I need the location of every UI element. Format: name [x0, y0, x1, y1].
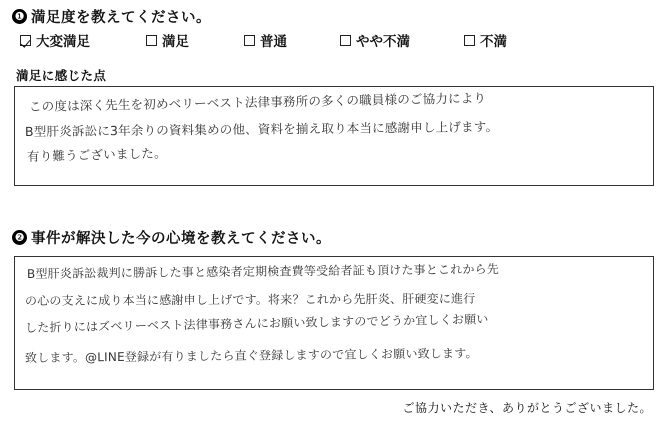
option-neutral[interactable] — [244, 30, 287, 50]
option-label: 不満 — [480, 34, 507, 49]
question-2-handwriting — [15, 257, 653, 389]
satisfaction-reason-subheading: 満足に感じた点 — [16, 69, 107, 83]
handwritten-line: の心の支えに成り本当に感謝申し上げです。将来？これから先肝炎、肝硬変に進行 — [24, 291, 476, 308]
option-satisfied[interactable] — [146, 30, 189, 50]
handwritten-line: この度は深く先生を初めベリーベスト法律事務所の多くの職員様のご協力により — [28, 90, 487, 114]
checkbox-slightly-dissatisfied[interactable] — [340, 35, 351, 46]
question-1-number: ❶ — [12, 9, 27, 24]
satisfaction-options — [18, 30, 638, 52]
question-1-heading — [12, 6, 211, 27]
option-label: 普通 — [260, 34, 287, 49]
option-label: 満足 — [162, 34, 189, 49]
question-2-text: 事件が解決した今の心境を教えてください。 — [31, 231, 331, 247]
thank-you-note: ご協力いただき、ありがとうございました。 — [402, 401, 652, 415]
option-very-satisfied[interactable] — [20, 30, 90, 50]
checkbox-dissatisfied[interactable] — [464, 35, 475, 46]
handwritten-line: 有り難うございました。 — [26, 145, 167, 164]
handwritten-line: した折りにはズベリーベスト法律事務さんにお願い致しますのでどうか宜しくお願い — [24, 312, 489, 335]
option-label: 大変満足 — [36, 34, 90, 49]
checkbox-neutral[interactable] — [244, 35, 255, 46]
handwritten-line: B型肝炎訴訟に3年余りの資料集めの他、資料を揃え取り本当に感謝申し上げます。 — [24, 119, 499, 139]
option-label: やや不満 — [356, 34, 410, 49]
question-2-number: ❷ — [12, 230, 27, 245]
option-dissatisfied[interactable] — [464, 30, 507, 50]
question-2-heading — [12, 227, 331, 248]
option-slightly-dissatisfied[interactable] — [340, 30, 410, 50]
handwritten-line: B型肝炎訴訟裁判に勝訴した事と感染者定期検査費等受給者証も頂けた事とこれから先 — [26, 262, 500, 281]
handwritten-line: 致します。@LINE登録が有りましたら直ぐ登録しますので宜しくお願い致します。 — [24, 346, 478, 365]
question-1-answer-box[interactable] — [14, 86, 654, 186]
question-1-text: 満足度を教えてください。 — [31, 10, 211, 26]
question-1-handwriting — [15, 87, 653, 185]
checkbox-satisfied[interactable] — [146, 35, 157, 46]
checkbox-very-satisfied[interactable] — [20, 35, 31, 46]
question-2-answer-box[interactable] — [14, 256, 654, 390]
